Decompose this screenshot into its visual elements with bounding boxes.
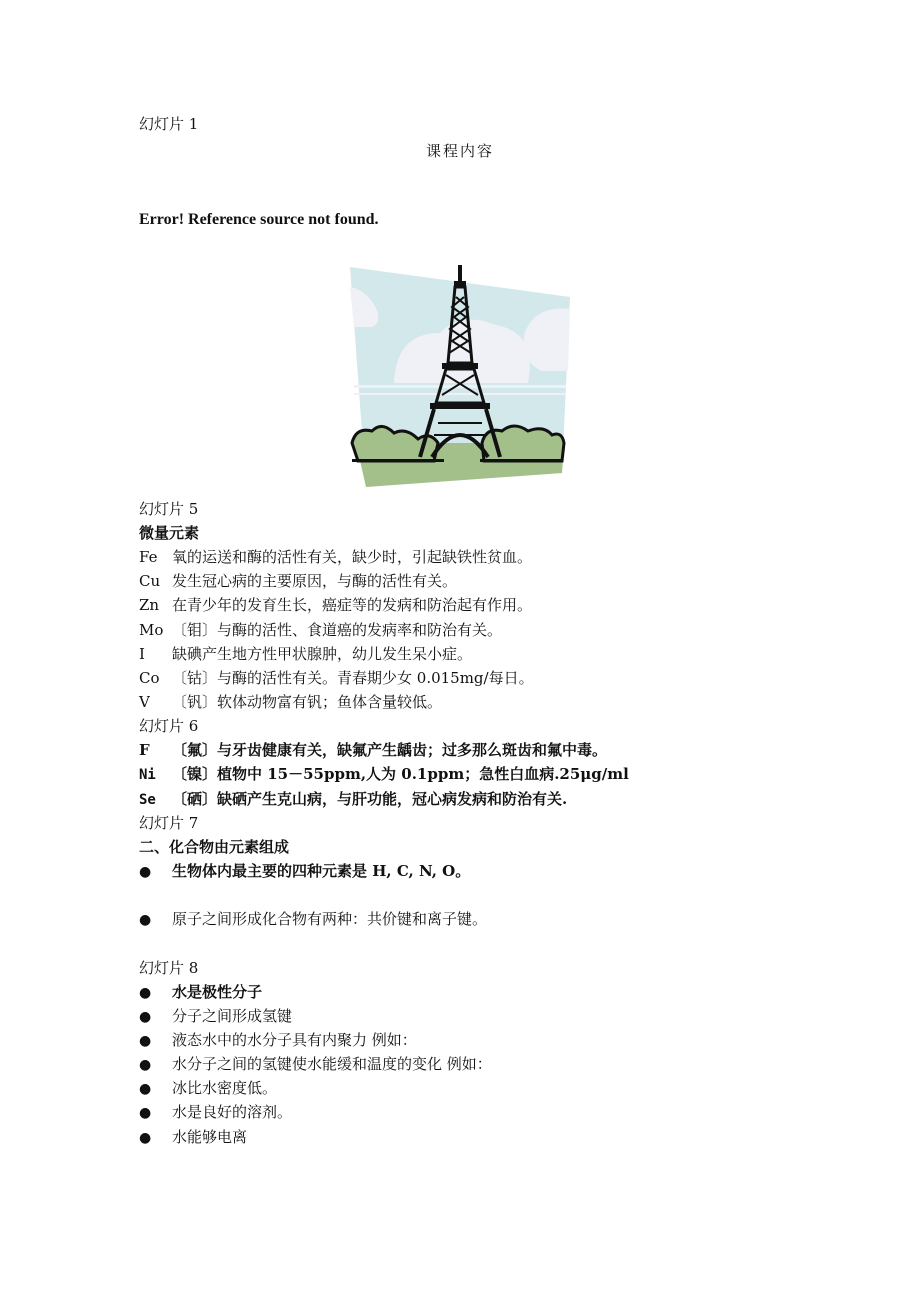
course-title: 课程内容 <box>425 142 494 160</box>
element-symbol: Cu <box>139 572 161 590</box>
element-symbol: I <box>139 645 145 663</box>
bullet-icon: ● <box>139 1130 152 1146</box>
list-item-text: 水能够电离 <box>172 1128 248 1146</box>
slide-8-label: 幻灯片 8 <box>139 959 199 977</box>
list-item <box>139 1030 417 1051</box>
slide-6-label: 幻灯片 6 <box>139 717 199 735</box>
list-item <box>139 1078 277 1099</box>
element-text: 发生冠心病的主要原因，与酶的活性有关。 <box>172 572 458 590</box>
element-row <box>139 692 442 712</box>
element-text: 〔钒〕软体动物富有钒；鱼体含量较低。 <box>172 693 443 711</box>
element-row <box>139 644 472 664</box>
element-row <box>139 547 532 567</box>
bullet-icon: ● <box>139 985 152 1001</box>
slide-5-heading: 微量元素 <box>139 524 200 542</box>
list-item <box>139 1102 292 1123</box>
element-symbol: Fe <box>139 548 158 566</box>
bullet-icon: ● <box>139 1033 152 1049</box>
element-row <box>139 740 607 760</box>
bullet-icon: ● <box>139 1081 152 1097</box>
bullet-icon: ● <box>139 1057 152 1073</box>
list-item-text: 水是良好的溶剂。 <box>172 1103 293 1121</box>
element-text: 缺碘产生地方性甲状腺肿，幼儿发生呆小症。 <box>172 645 473 663</box>
element-row <box>139 595 532 615</box>
element-row <box>139 620 502 640</box>
element-text: 〔钼〕与酶的活性、食道癌的发病率和防治有关。 <box>172 621 503 639</box>
element-symbol: V <box>139 693 150 711</box>
list-item <box>139 1006 292 1027</box>
list-item <box>139 1127 247 1148</box>
list-item-text: 水是极性分子 <box>172 983 263 1001</box>
list-item-text: 冰比水密度低。 <box>172 1079 278 1097</box>
element-text: 〔钴〕与酶的活性有关。青春期少女 0.015mg/每日。 <box>172 669 534 687</box>
element-symbol: Zn <box>139 596 160 614</box>
list-item <box>139 909 487 930</box>
list-item <box>139 1054 492 1075</box>
element-row <box>139 789 567 810</box>
slide-7-heading: 二、化合物由元素组成 <box>139 838 290 856</box>
list-item-text: 分子之间形成氢键 <box>172 1007 293 1025</box>
list-item <box>139 861 470 882</box>
element-text: 氧的运送和酶的活性有关，缺少时，引起缺铁性贫血。 <box>172 548 533 566</box>
element-text: 〔镍〕植物中 15－55ppm,人为 0.1ppm；急性白血病.25μg/ml <box>172 765 629 783</box>
element-symbol: Co <box>139 669 160 687</box>
element-text: 〔硒〕缺硒产生克山病，与肝功能，冠心病发病和防治有关. <box>172 790 568 808</box>
reference-error: Error! Reference source not found. <box>139 211 379 228</box>
list-item-text: 水分子之间的氢键使水能缓和温度的变化 例如： <box>172 1055 492 1073</box>
element-symbol: Ni <box>139 767 156 783</box>
element-symbol: F <box>139 741 150 759</box>
element-symbol: Se <box>139 792 156 808</box>
bullet-icon: ● <box>139 864 152 880</box>
eiffel-tower-icon <box>348 263 572 489</box>
bullet-icon: ● <box>139 1009 152 1025</box>
slide-5-label: 幻灯片 5 <box>139 500 199 518</box>
slide-7-label: 幻灯片 7 <box>139 814 199 832</box>
element-row <box>139 571 457 591</box>
element-row <box>139 668 534 688</box>
bullet-icon: ● <box>139 1105 152 1121</box>
bullet-icon: ● <box>139 912 152 928</box>
list-item-text: 生物体内最主要的四种元素是 H, C, N, O。 <box>172 862 471 880</box>
element-text: 在青少年的发育生长，癌症等的发病和防治起有作用。 <box>172 596 533 614</box>
list-item-text: 液态水中的水分子具有内聚力 例如： <box>172 1031 417 1049</box>
slide-1-label: 幻灯片 1 <box>139 115 199 133</box>
list-item <box>139 982 262 1003</box>
element-symbol: Mo <box>139 621 164 639</box>
list-item-text: 原子之间形成化合物有两种：共价键和离子键。 <box>172 910 488 928</box>
element-row <box>139 764 629 785</box>
element-text: 〔氟〕与牙齿健康有关，缺氟产生龋齿；过多那么斑齿和氟中毒。 <box>172 741 608 759</box>
